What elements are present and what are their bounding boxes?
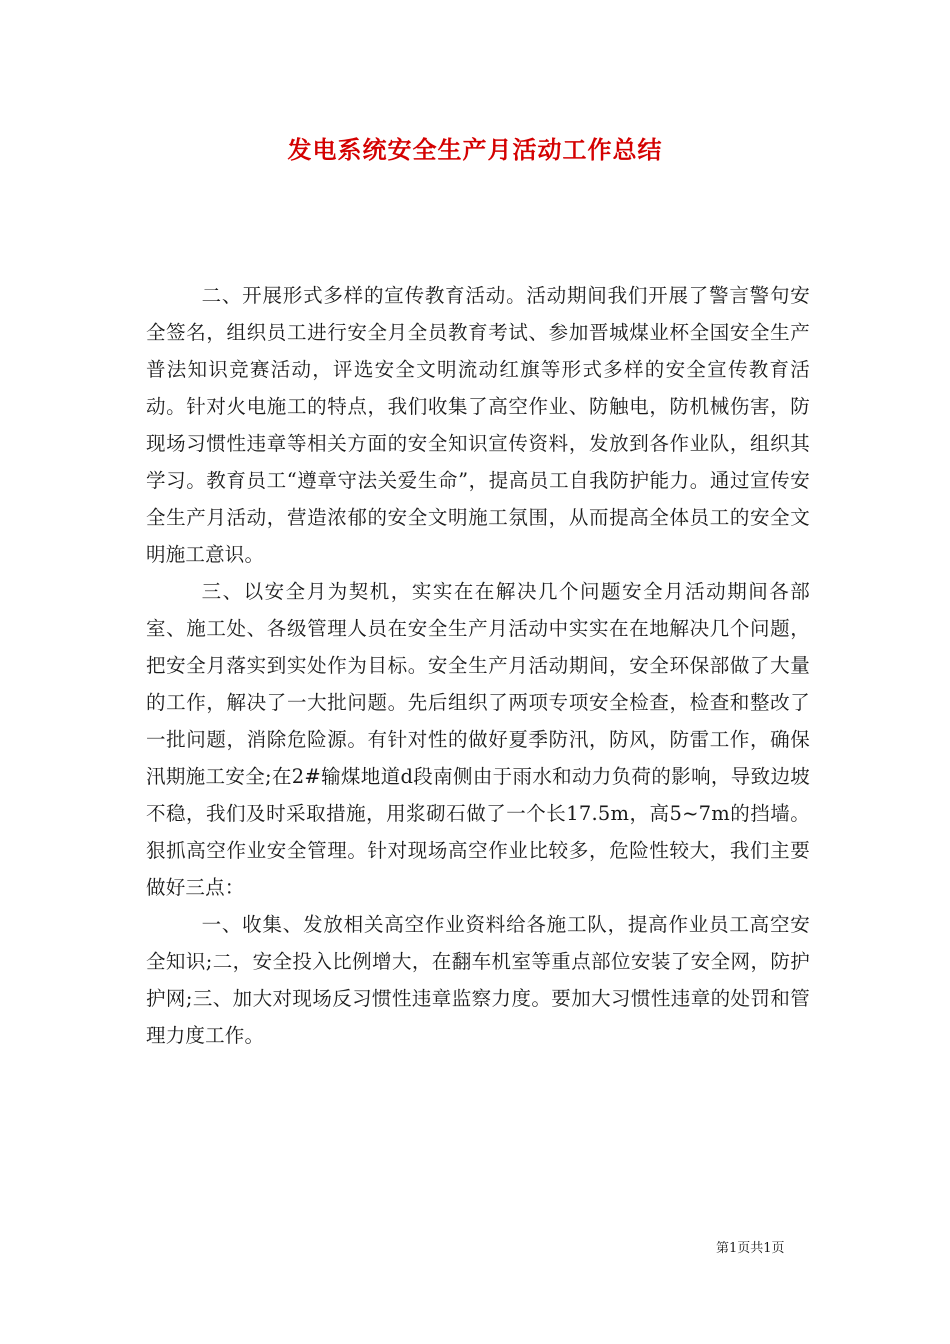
paragraph-safety-month-issues: 三、以安全月为契机，实实在在解决几个问题安全月活动期间各部室、施工处、各级管理人员在安全生产月活动中实实在在地解决几个问题，把安全月落实到实处作为目标。安全生产月活动期间，安全环保部做了大量的工作，解决了一大批问题。先后组织了两项专项安全检查，检查和整改了一批问题，消除危险源。有针对性的做好夏季防汛，防风，防雷工作，确保汛期施工安全;在2#输煤地道d段南侧由于雨水和动力负荷的影响，导致边坡不稳，我们及时采取措施，用浆砌石做了一个长17.5m，高5~7m的挡墙。狠抓高空作业安全管理。针对现场高空作业比较多，危险性较大，我们主要做好三点： bbox=[146, 580, 810, 899]
paragraph-high-altitude-measures: 一、收集、发放相关高空作业资料给各施工队，提高作业员工高空安全知识;二，安全投入比例增大，在翻车机室等重点部位安装了安全网，防护护网;三、加大对现场反习惯性违章监察力度。要加大习惯性违章的处罚和管理力度工作。 bbox=[146, 913, 810, 1047]
document-body bbox=[146, 277, 810, 1054]
paragraph-publicity-activities: 二、开展形式多样的宣传教育活动。活动期间我们开展了警言警句安全签名，组织员工进行安全月全员教育考试、参加晋城煤业杯全国安全生产普法知识竞赛活动，评选安全文明流动红旗等形式多样的安全宣传教育活动。针对火电施工的特点，我们收集了高空作业、防触电，防机械伤害，防现场习惯性违章等相关方面的安全知识宣传资料，发放到各作业队，组织其学习。教育员工“遵章守法关爱生命”，提高员工自我防护能力。通过宣传安全生产月活动，营造浓郁的安全文明施工氛围，从而提高全体员工的安全文明施工意识。 bbox=[146, 284, 810, 566]
page-title: 发电系统安全生产月活动工作总结 bbox=[287, 135, 663, 164]
page-number: 第1页共1页 bbox=[716, 1241, 785, 1256]
